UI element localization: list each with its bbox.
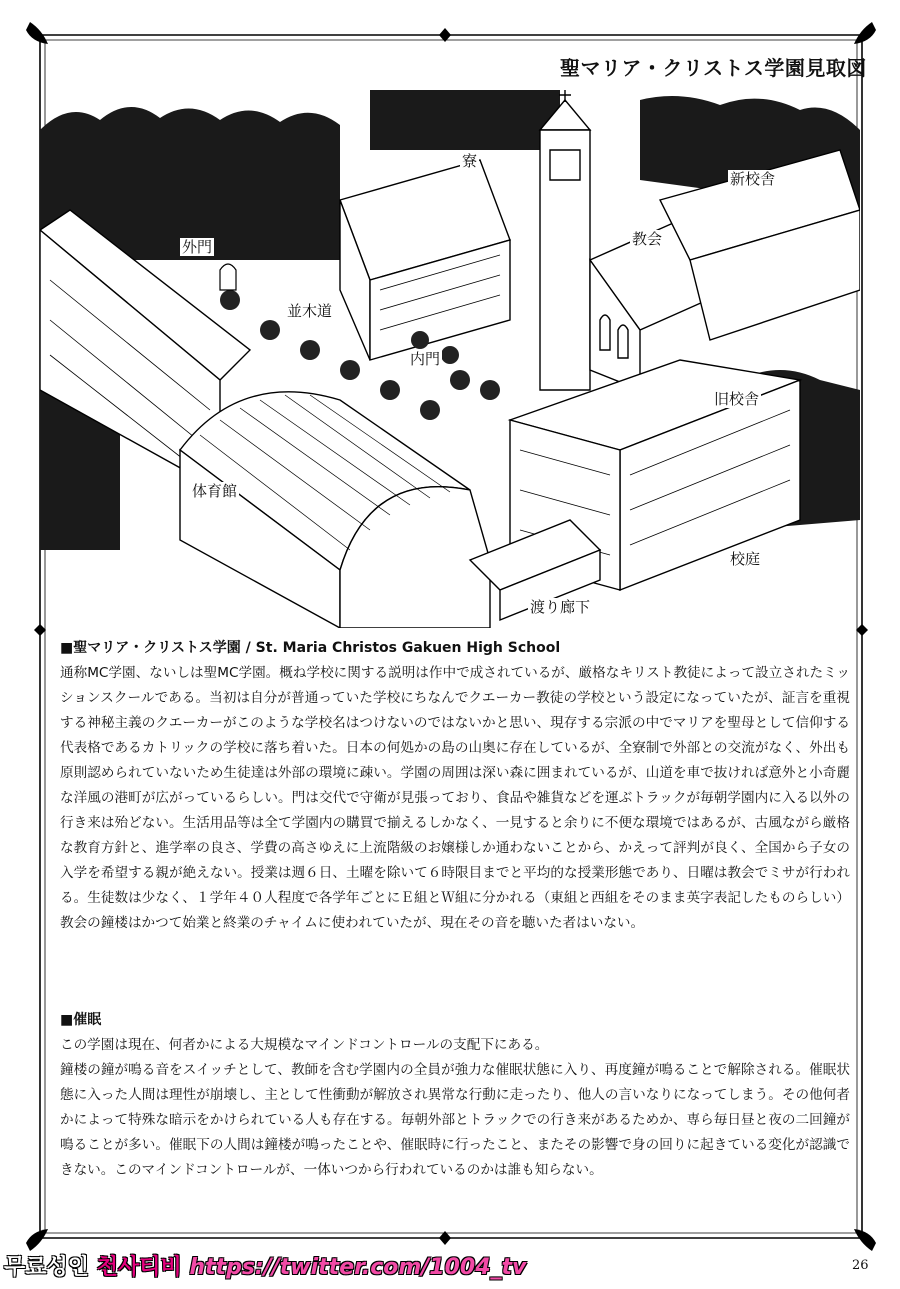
section-school-description [60,636,850,936]
label-dorm: 寮 [462,152,478,170]
label-outer-gate: 外門 [182,238,213,256]
label-gym: 体育館 [192,482,238,500]
label-church: 教会 [632,230,663,248]
label-new-building: 新校舎 [730,170,776,188]
label-courtyard: 校庭 [730,550,761,568]
page-title: 聖マリア・クリストス学園見取図 [560,56,867,80]
watermark-url: https://twitter.com/1004_tv [189,1255,527,1280]
label-corridor: 渡り廊下 [530,598,591,616]
section-heading-hypnosis: ■催眠 [60,1012,102,1028]
school-map-illustration [40,90,860,628]
hypnosis-intro-text: この学園は現在、何者かによる大規模なマインドコントロールの支配下にある。 [60,1037,549,1053]
label-old-building: 旧校舎 [714,390,760,408]
page-number: 26 [852,1258,869,1273]
hypnosis-detail-text: 鐘楼の鐘が鳴る音をスイッチとして、教師を含む学園内の全員が強力な催眠状態に入り、再度鐘が鳴ることで解除される。催眠状態に入った人間は理性が崩壊し、主として性衝動が解放され異常な行動に走ったり、他人の言いなりになってしまう。その他何者かによって特殊な暗示をかけられている人も存在する。毎朝外部とトラックでの行き来があるためか、専ら毎日昼と夜の二回鐘が鳴ることが多い。催眠下の人間は鐘楼が鳴ったことや、催眠時に行ったこと、またその影響で身の回りに起きている変化が認識できない。このマインドコントロールが、一体いつから行われているのかは誰も知らない。 [60,1062,850,1178]
section-heading-school: ■聖マリア・クリストス学園 / St. Maria Christos Gakuen High School [60,640,561,656]
watermark-text-1: 무료성인 [4,1255,90,1280]
label-tree-path: 並木道 [287,302,333,320]
watermark-text-2: 천사티비 [96,1255,182,1280]
watermark [4,1250,526,1281]
label-inner-gate: 内門 [410,350,441,368]
school-description-text: 通称MC学園、ないしは聖MC学園。概ね学校に関する説明は作中で成されているが、厳格なキリスト教徒によって設立されたミッションスクールである。当初は自分が普通っていた学校にちなんでクエーカー教徒の学校という設定になっていたが、証言を重視する神秘主義のクエーカーがこのような学校名はつけないのではないかと思い、現存する宗派の中でマリアを聖母として信仰する代表格であるカトリックの学校に落ち着いた。日本の何処かの島の山奥に存在しているが、全寮制で外部との交流がなく、外出も原則認められていないため生徒達は外部の環境に疎い。学園の周囲は深い森に囲まれているが、山道を車で抜ければ意外と小奇麗な洋風の港町が広がっているらしい。門は交代で守衛が見張っており、食品や雑貨などを運ぶトラックが毎朝学園内に入る以外の行き来は殆どない。生活用品等は全て学園内の購買で揃えるしかなく、一見すると余りに不便な環境ではあるが、古風ながら厳格な教育方針と、進学率の良さ、学費の高さゆえに上流階級のお嬢様しか通わないことから、かえって評判が良く、全国から子女の入学を希望する親が絶えない。授業は週６日、土曜を除いて６時限目までと平均的な授業形態であり、日曜は教会でミサが行われる。生徒数は少なく、１学年４０人程度で各学年ごとにＥ組とＷ組に分かれる（東組と西組をそのまま英字表記したものらしい）教会の鐘楼はかつて始業と終業のチャイムに使われていたが、現在その音を聴いた者はいない。 [60,665,850,931]
section-hypnosis [60,1008,850,1183]
